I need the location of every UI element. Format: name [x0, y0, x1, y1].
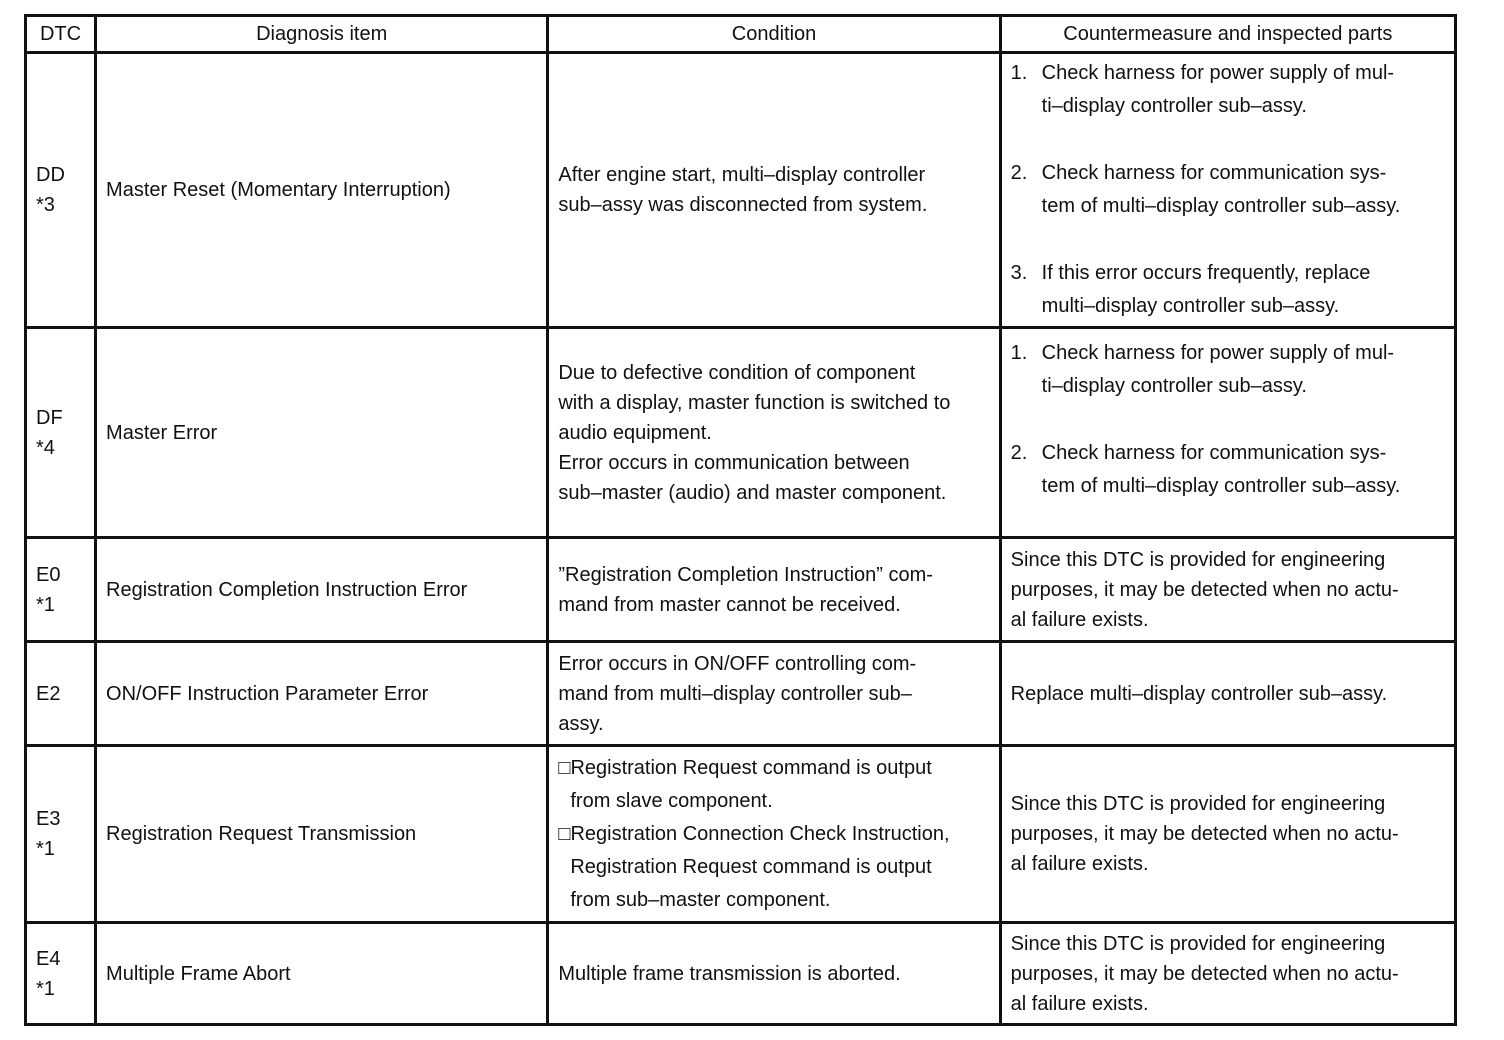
dtc-note: *3 — [36, 194, 55, 216]
dtc-cell — [26, 923, 96, 1025]
dtc-note: *1 — [36, 977, 55, 1000]
list-item — [558, 818, 989, 851]
step-line: Check harness for power supply of mul- — [1041, 62, 1395, 84]
diagnosis-item: ON/OFF Instruction Parameter Error — [96, 642, 548, 746]
dtc-note: *1 — [36, 593, 55, 616]
step-number: 3. — [1010, 262, 1028, 284]
dtc-code: E2 — [36, 682, 61, 705]
diagnosis-item: Multiple Frame Abort — [96, 923, 548, 1025]
dtc-code: E0 — [36, 563, 61, 586]
condition-line: sub–master (audio) and master component. — [558, 481, 947, 504]
dtc-table — [24, 14, 1457, 1026]
header-dtc: DTC — [26, 16, 96, 53]
countermeasure-steps — [1011, 337, 1445, 503]
checkbox-square-icon: □ — [558, 756, 571, 779]
countermeasure-line: al failure exists. — [1010, 853, 1149, 875]
diagnosis-item: Registration Request Transmission — [96, 746, 548, 923]
dtc-note: *1 — [36, 838, 55, 860]
countermeasure-line: purposes, it may be detected when no actu- — [1010, 962, 1399, 985]
diagnosis-item: Master Reset (Momentary Interruption) — [96, 53, 548, 328]
dtc-note: *4 — [36, 436, 55, 459]
step-line: Check harness for power supply of mul- — [1041, 342, 1395, 364]
condition-line: audio equipment. — [558, 421, 712, 444]
step-line: tem of multi–display controller sub–assy. — [1041, 195, 1401, 217]
condition-cell — [548, 642, 1000, 746]
condition-line: mand from multi–display controller sub– — [558, 682, 912, 705]
dtc-cell — [26, 538, 96, 642]
list-item — [558, 752, 989, 785]
dtc-code: E4 — [36, 947, 61, 970]
header-condition: Condition — [548, 16, 1000, 53]
condition-line: Due to defective condition of component — [558, 361, 916, 384]
countermeasure-line: al failure exists. — [1010, 608, 1149, 631]
condition-line: mand from master cannot be received. — [558, 593, 901, 616]
countermeasure-line: al failure exists. — [1010, 992, 1149, 1015]
step-line: ti–display controller sub–assy. — [1041, 375, 1307, 397]
condition-line: from slave component. — [570, 789, 773, 812]
condition-cell — [548, 538, 1000, 642]
list-item — [1011, 57, 1445, 123]
condition-line: ”Registration Completion Instruction” com- — [558, 563, 933, 586]
diagnosis-item: Registration Completion Instruction Error — [96, 538, 548, 642]
dtc-cell — [26, 53, 96, 328]
step-number: 1. — [1010, 62, 1028, 84]
step-number: 2. — [1010, 442, 1028, 464]
checkbox-square-icon: □ — [558, 822, 571, 845]
countermeasure-line: Since this DTC is provided for engineering — [1010, 793, 1386, 815]
condition-line: Error occurs in communication between — [558, 451, 910, 474]
countermeasure-cell — [1000, 53, 1455, 328]
step-number: 1. — [1010, 342, 1028, 364]
dtc-code: DD — [36, 164, 65, 186]
list-item — [1011, 157, 1445, 223]
condition-cell — [548, 53, 1000, 328]
dtc-code: E3 — [36, 808, 61, 830]
header-countermeasure: Countermeasure and inspected parts — [1000, 16, 1455, 53]
countermeasure-cell — [1000, 642, 1455, 746]
countermeasure-cell — [1000, 746, 1455, 923]
dtc-cell — [26, 328, 96, 538]
countermeasure-steps — [1011, 57, 1445, 323]
condition-line: Registration Request command is output — [570, 756, 932, 779]
condition-line: with a display, master function is switched to — [558, 391, 951, 414]
diagnosis-item: Master Error — [96, 328, 548, 538]
step-number: 2. — [1010, 162, 1028, 184]
list-item — [1011, 257, 1445, 323]
countermeasure-line: purposes, it may be detected when no actu- — [1010, 578, 1399, 601]
dtc-cell — [26, 642, 96, 746]
countermeasure-line: Since this DTC is provided for engineering — [1010, 548, 1386, 571]
step-line: If this error occurs frequently, replace — [1041, 262, 1371, 284]
step-line: Check harness for communication sys- — [1041, 442, 1387, 464]
countermeasure-cell — [1000, 328, 1455, 538]
step-line: multi–display controller sub–assy. — [1041, 295, 1340, 317]
condition-line: sub–assy was disconnected from system. — [558, 194, 928, 216]
countermeasure-cell — [1000, 538, 1455, 642]
list-item — [1011, 337, 1445, 403]
condition-cell — [548, 328, 1000, 538]
table-row — [26, 53, 1456, 328]
step-line: ti–display controller sub–assy. — [1041, 95, 1307, 117]
condition-line: from sub–master component. — [570, 888, 831, 911]
table-row — [26, 328, 1456, 538]
table-row — [26, 642, 1456, 746]
condition-line: assy. — [558, 712, 604, 735]
list-item — [1011, 437, 1445, 503]
dtc-cell — [26, 746, 96, 923]
dtc-code: DF — [36, 406, 63, 429]
condition-line: Registration Request command is output — [570, 855, 932, 878]
condition-cell — [548, 746, 1000, 923]
header-row — [26, 16, 1456, 53]
condition-line: After engine start, multi–display controller — [558, 164, 926, 186]
condition-cell — [548, 923, 1000, 1025]
table-row — [26, 923, 1456, 1025]
table-row — [26, 746, 1456, 923]
step-line: Check harness for communication sys- — [1041, 162, 1387, 184]
countermeasure-cell — [1000, 923, 1455, 1025]
condition-line: Multiple frame transmission is aborted. — [558, 962, 901, 985]
header-diagnosis-item: Diagnosis item — [96, 16, 548, 53]
condition-line: Registration Connection Check Instruction, — [570, 822, 950, 845]
countermeasure-line: Replace multi–display controller sub–assy. — [1010, 682, 1388, 705]
countermeasure-line: Since this DTC is provided for engineering — [1010, 932, 1386, 955]
countermeasure-line: purposes, it may be detected when no actu- — [1010, 823, 1399, 845]
condition-line: Error occurs in ON/OFF controlling com- — [558, 652, 917, 675]
table-row — [26, 538, 1456, 642]
step-line: tem of multi–display controller sub–assy. — [1041, 475, 1401, 497]
